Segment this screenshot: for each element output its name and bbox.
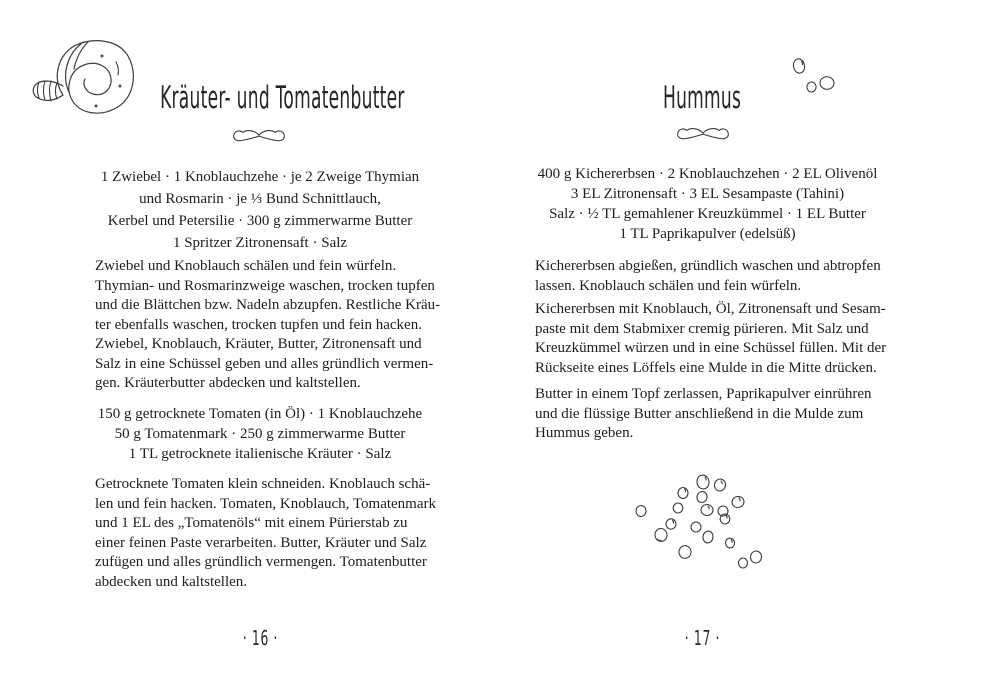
paragraph-line: Kichererbsen abgießen, gründlich waschen und abtropfen — [535, 258, 881, 274]
ingredient-line: und Rosmarin · je ⅓ Bund Schnittlauch, — [139, 191, 381, 207]
ingredient-line: 1 TL getrocknete italienische Kräuter · Salz — [128, 446, 392, 462]
paragraph-line: lassen. Knoblauch schälen und fein würfeln. — [535, 277, 802, 294]
instructions-step-1-left — [95, 257, 440, 394]
ingredient-line: 50 g Tomatenmark · 250 g zimmerwarme Butter — [114, 426, 406, 442]
chickpeas-small-icon — [786, 52, 842, 100]
mustache-flourish-icon-right — [674, 126, 732, 144]
ingredient-line: Kerbel und Petersilie · 300 g zimmerwarme Butter — [107, 213, 413, 229]
ingredients-block-1 — [60, 166, 460, 254]
ingredient-line: 1 Spritzer Zitronensaft · Salz — [172, 235, 348, 251]
ingredients-block-2 — [60, 404, 460, 464]
paragraph-line: Zwiebel, Knoblauch, Kräuter, Butter, Zitronensaft und — [95, 336, 422, 352]
ingredient-line: 1 TL Paprikapulver (edelsüß) — [619, 226, 796, 242]
ingredient-line: 150 g getrocknete Tomaten (in Öl) · 1 Knoblauchzehe — [97, 406, 423, 422]
paragraph-line: len und fein hacken. Tomaten, Knoblauch, Tomatenmark — [95, 495, 436, 512]
instructions-step-3-right — [535, 385, 895, 444]
chickpeas-scatter-icon — [628, 468, 768, 586]
paragraph-line: und die Blättchen bzw. Nadeln abzupfen. Restliche Kräu- — [95, 297, 441, 313]
paragraph-line: einer feinen Paste verarbeiten. Butter, Kräuter und Salz — [95, 534, 427, 551]
paragraph-line: Getrocknete Tomaten klein schneiden. Knoblauch schä- — [95, 476, 431, 492]
instructions-step-1-right — [535, 257, 895, 296]
ingredient-line: Salz · ½ TL gemahlener Kreuzkümmel · 1 EL Butter — [549, 206, 866, 222]
paragraph-line: und die flüssige Butter anschließend in die Mulde zum — [535, 405, 864, 422]
recipe-title-left — [60, 80, 460, 116]
ingredient-line: 400 g Kichererbsen · 2 Knoblauchzehen · 2 EL Olivenöl — [537, 166, 878, 182]
paragraph-line: abdecken und kaltstellen. — [95, 573, 248, 590]
paragraph-line: ter ebenfalls waschen, trocken tupfen und fein hacken. — [95, 316, 422, 333]
page-number-right: · 17 · — [684, 626, 721, 650]
paragraph-line: paste mit dem Stabmixer cremig pürieren. Mit Salz und — [535, 320, 869, 337]
recipe-title-right-text: Hummus — [663, 80, 742, 116]
paragraph-line: Hummus geben. — [535, 425, 634, 441]
paragraph-line: gen. Kräuterbutter abdecken und kaltstellen. — [95, 375, 361, 391]
page-number-left: · 16 · — [242, 626, 278, 650]
ingredients-block-right — [520, 164, 895, 244]
ingredient-line: 1 Zwiebel · 1 Knoblauchzehe · je 2 Zweige Thymian — [100, 169, 420, 185]
paragraph-line: Kreuzkümmel würzen und in eine Schüssel füllen. Mit der — [535, 340, 887, 356]
paragraph-line: Salz in eine Schüssel geben und alles gründlich vermen- — [95, 355, 434, 372]
instructions-step-2-left — [95, 475, 440, 592]
paragraph-line: Kichererbsen mit Knoblauch, Öl, Zitronensaft und Sesam- — [535, 301, 886, 317]
paragraph-line: und 1 EL des „Tomatenöls“ mit einem Pürierstab zu — [95, 515, 408, 531]
paragraph-line: Thymian- und Rosmarinzweige waschen, trocken tupfen — [95, 277, 435, 294]
recipe-title-left-text: Kräuter- und Tomatenbutter — [160, 80, 405, 116]
ingredient-line: 3 EL Zitronensaft · 3 EL Sesampaste (Tahini) — [570, 186, 845, 202]
paragraph-line: zufügen und alles gründlich vermengen. Tomatenbutter — [95, 554, 427, 570]
paragraph-line: Butter in einem Topf zerlassen, Paprikapulver einrühren — [535, 386, 872, 402]
paragraph-line: Rückseite eines Löffels eine Mulde in die Mitte drücken. — [535, 359, 877, 376]
paragraph-line: Zwiebel und Knoblauch schälen und fein würfeln. — [95, 258, 397, 274]
mustache-flourish-icon-left — [230, 128, 288, 146]
instructions-step-2-right — [535, 300, 895, 378]
